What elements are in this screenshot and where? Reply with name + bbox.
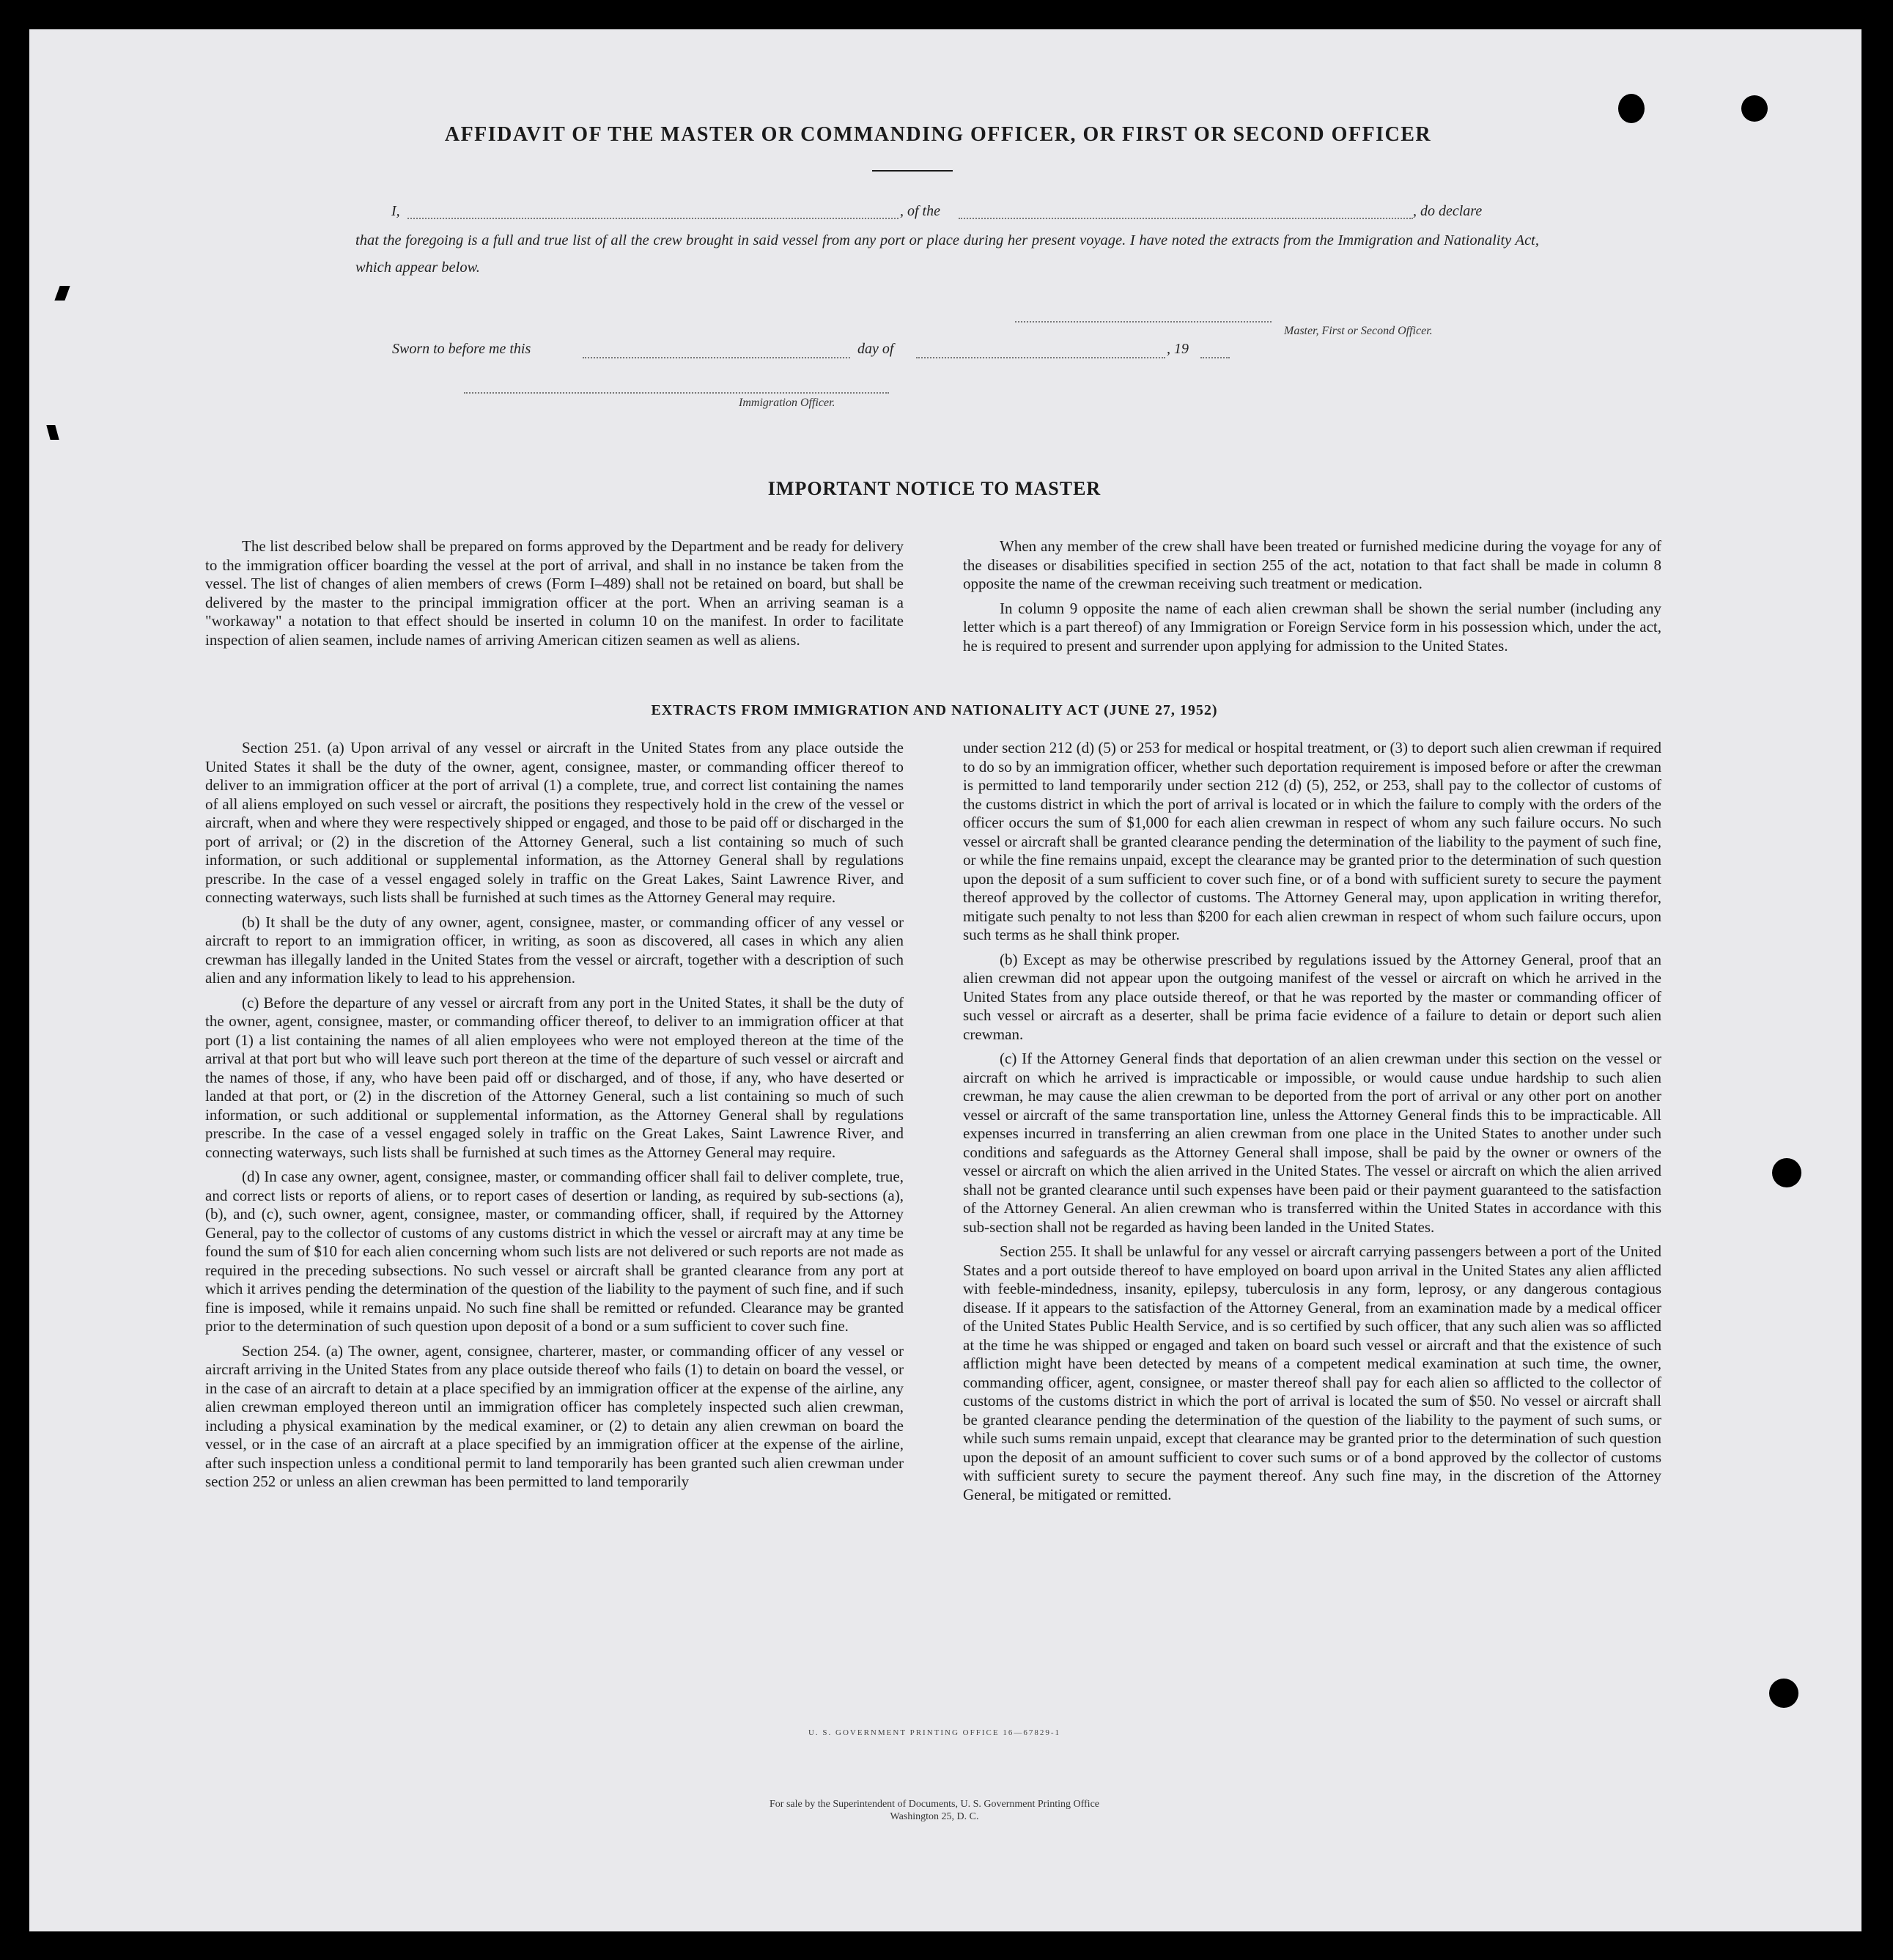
punch-hole-mark: [1618, 94, 1645, 123]
section-251-b: (b) It shall be the duty of any owner, agent, consignee, master, or commanding officer of any vessel or aircraft to report to an immigration officer, in writing, as soon as discovered, all cases in which any alien crewman has illegally landed in the United States from the vessel or aircraft, together with a description of such alien and any information likely to lead to his apprehension.: [205, 913, 904, 987]
master-signature-label: Master, First or Second Officer.: [1284, 325, 1433, 337]
section-251-c: (c) Before the departure of any vessel or aircraft from any port in the United States, it shall be the duty of the owner, agent, consignee, master, or commanding officer thereof, to deliver to an immigration officer at that port (1) a list containing the names of all alien employees who were not employed thereon at the time of the arrival at that port but who will leave such port thereon at the time of the departure of such vessel or aircraft and the names of those, if any, who have been paid off or discharged, and of those, if any, who have deserted or landed at that port, or (2) in the discretion of the Attorney General, such a list containing so much of such information, or such additional or supplemental information, as the Attorney General shall by regulations prescribe. In the case of a vessel engaged solely in traffic on the Great Lakes, Saint Lawrence River, and connecting waterways, such lists shall be furnished at such times as the Attorney General may require.: [205, 993, 904, 1161]
sworn-day-blank[interactable]: [583, 357, 850, 358]
punch-hole-mark: [1769, 1679, 1798, 1708]
section-251-d: (d) In case any owner, agent, consignee, master, or commanding officer shall fail to deliver complete, true, and correct lists or reports of aliens, or to report cases of desertion or landing, as required by sub-sections (a), (b), and (c), such owner, agent, consignee, master, or commanding officer, shall, if required by the Attorney General, pay to the collector of customs of any customs district in which the vessel or aircraft may at any time be found the sum of $10 for each alien concerning whom such lists are not delivered or such reports are not made as required in the preceding subsections. No such vessel or aircraft shall be granted clearance from any port at which it arrives pending the determination of the question of the liability to the payment of such fine, and if such fine is imposed, while it remains unpaid. No such fine shall be remitted or refunded. Clearance may be granted prior to the determination of such question upon deposit of a bond or a sum sufficient to cover such fine.: [205, 1168, 904, 1335]
section-254-c: (c) If the Attorney General finds that deportation of an alien crewman under this section on the vessel or aircraft on which he arrived is impracticable or impossible, or would cause undue hardship to such alien crewman, he may cause the alien crewman to be deported from the port of arrival or any other port on another vessel or aircraft of the same transportation line, unless the Attorney General finds this to be impracticable. All expenses incurred in transferring an alien crewman from one place in the United States to another under such conditions and safeguards as the Attorney General shall impose, shall be paid by the owner or owners of the vessel or aircraft on which the alien arrived in the United States. The vessel or aircraft on which the alien arrived shall not be granted clearance until such expenses have been paid or their payment guaranteed to the satisfaction of the Attorney General. An alien crewman who is transferred within the United States in accordance with this sub-section shall not be regarded as having been landed in the United States.: [963, 1050, 1661, 1236]
punch-hole-mark: [1741, 95, 1768, 122]
extracts-title: EXTRACTS FROM IMMIGRATION AND NATIONALITY ACT (JUNE 27, 1952): [651, 702, 1218, 718]
immigration-officer-signature-line[interactable]: [464, 392, 889, 394]
day-of-label: day of: [857, 341, 894, 357]
section-251-a: Section 251. (a) Upon arrival of any vessel or aircraft in the United States from any place outside the United States it shall be the duty of the owner, agent, consignee, master, or commanding officer thereof to deliver to an immigration officer at the port of arrival (1) a complete, true, and correct list containing the names of all aliens employed on such vessel or aircraft, the positions they respectively hold in the crew of the vessel or aircraft, when and where they were respectively shipped or engaged, and those to be paid off or discharged in the port of arrival; or (2) in the discretion of the Attorney General, such a list containing so much of such information, or such additional or supplemental information, as the Attorney General shall by regulations prescribe. In the case of a vessel engaged solely in traffic on the Great Lakes, Saint Lawrence River, and connecting waterways, such lists shall be furnished at such times as the Attorney General may require.: [205, 739, 904, 906]
section-255: Section 255. It shall be unlawful for any vessel or aircraft carrying passengers between a port of the United States and a port outside thereof to have employed on board upon arrival in the United States any alien afflicted with feeble-mindedness, insanity, epilepsy, tuberculosis in any form, leprosy, or any dangerous contagious disease. If it appears to the satisfaction of the Attorney General, from an examination made by a medical officer of the United States Public Health Service, and is so certified by such officer, that any such alien was so afflicted at the time he was shipped or engaged and taken on board such vessel or aircraft and that the existence of such affliction might have been detected by means of a competent medical examination at such time, the owner, commanding officer, agent, consignee, or master thereof shall pay for each alien so afflicted to the collector of customs of the customs district in which the port of arrival is located the sum of $50. No vessel or aircraft shall be granted clearance pending the determination of the question of the liability to the payment of such sums, or while such sums remain unpaid, except that clearance may be granted prior to the determination of such question upon the deposit of an amount sufficient to cover such sums or of a bond approved by the collector of customs with sufficient surety to secure the payment thereof. Any such fine may, in the discretion of the Attorney General, be mitigated or remitted.: [963, 1242, 1661, 1503]
of-the-label: , of the: [900, 203, 940, 219]
punch-hole-mark: [1772, 1158, 1801, 1187]
immigration-officer-label: Immigration Officer.: [739, 397, 835, 409]
sworn-label: Sworn to before me this: [392, 341, 531, 357]
footer-line-2: Washington 25, D. C.: [890, 1811, 979, 1822]
extracts-right-column: [963, 739, 1661, 1510]
name-blank[interactable]: [407, 218, 898, 219]
notice-left-paragraph: The list described below shall be prepared on forms approved by the Department and be ready for delivery to the immigration officer boarding the vessel at the port of arrival, and shall in no instance be taken from the vessel. The list of changes of alien members of crews (Form I–489) shall not be retained on board, but shall be delivered by the master to the principal immigration officer at the port. When an arriving seaman is a "workaway" a notation to that effect should be inserted in column 10 on the manifest. In order to facilitate inspection of alien seamen, include names of arriving American citizen seamen as well as aliens.: [205, 537, 904, 649]
printing-office-line: U. S. GOVERNMENT PRINTING OFFICE 16—67829-1: [808, 1728, 1060, 1737]
extracts-left-column: [205, 739, 904, 1497]
sworn-year-blank[interactable]: [1200, 357, 1230, 358]
section-254-a-continued: under section 212 (d) (5) or 253 for medical or hospital treatment, or (3) to deport such alien crewman if required to do so by an immigration officer, whether such deportation requirement is imposed before or after the crewman is permitted to land temporarily under section 212 (d) (5), 252, or 253, shall pay to the collector of customs of the customs district in which the port of arrival is located or in which the failure to comply with the orders of the officer occurs the sum of $1,000 for each alien crewman in respect of whom any such failure occurs. No such vessel or aircraft shall be granted clearance pending the determination of the liability to the payment of such fine, or while the fine remains unpaid, except the clearance may be granted prior to the determination of such question upon the deposit of a sum sufficient to cover such fine, or of a bond with sufficient surety to secure the payment thereof approved by the collector of customs. The Attorney General may, upon application in writing therefor, mitigate such penalty to not less than $200 for each alien crewman in respect of whom such failure occurs, upon such terms as he shall think proper.: [963, 739, 1661, 943]
do-declare-label: , do declare: [1413, 203, 1483, 219]
document-page: [29, 29, 1861, 1931]
master-signature-line[interactable]: [1015, 321, 1272, 323]
notice-right-paragraph-1: When any member of the crew shall have been treated or furnished medicine during the voyage for any of the diseases or disabilities specified in section 255 of the act, notation to that fact shall be made in column 8 opposite the name of the crewman receiving such treatment or medication.: [963, 537, 1661, 592]
title-underline: [872, 170, 953, 172]
notice-right-column: [963, 537, 1661, 661]
section-254-a: Section 254. (a) The owner, agent, consignee, charterer, master, or commanding officer of any vessel or aircraft arriving in the United States from any place outside thereof who fails (1) to detain on board the vessel, or in the case of an aircraft to detain at a place specified by an immigration officer at the expense of the airline, any alien crewman employed thereon until an immigration officer has completely inspected such alien crewman, including a physical examination by the medical examiner, or (2) to detain any alien crewman on board the vessel, or in the case of an aircraft at a place specified by an immigration officer at the expense of the airline, after such inspection unless a conditional permit to land temporarily has been granted such alien crewman under section 252 or unless an alien crewman has been permitted to land temporarily: [205, 1341, 904, 1490]
affidavit-title: AFFIDAVIT OF THE MASTER OR COMMANDING OFFICER, OR FIRST OR SECOND OFFICER: [444, 123, 1432, 146]
oath-text: that the foregoing is a full and true list of all the crew brought in said vessel from any port or place during her present voyage. I have noted the extracts from the Immigration and Nationality Act, which appear below.: [355, 232, 1539, 276]
footer-line-1: For sale by the Superintendent of Documents, U. S. Government Printing Office: [770, 1799, 1099, 1810]
footer: [29, 1798, 1840, 1823]
notice-left-column: [205, 537, 904, 655]
scan-speck: [54, 286, 70, 301]
notice-right-paragraph-2: In column 9 opposite the name of each alien crewman shall be shown the serial number (including any letter which is a part thereof) of any Immigration or Foreign Service form in his possession which, under the act, he is required to present and surrender upon applying for admission to the United States.: [963, 599, 1661, 655]
i-label: I,: [391, 203, 400, 219]
section-254-b: (b) Except as may be otherwise prescribed by regulations issued by the Attorney General, proof that an alien crewman did not appear upon the outgoing manifest of the vessel or aircraft on which he arrived in the United States from any place outside thereof, or that he was reported by the master or commanding officer of such vessel or aircraft as a deserter, shall be prima facie evidence of a failure to detain or deport such alien crewman.: [963, 950, 1661, 1043]
notice-title: IMPORTANT NOTICE TO MASTER: [767, 478, 1102, 499]
vessel-blank[interactable]: [959, 218, 1413, 219]
sworn-month-blank[interactable]: [916, 357, 1165, 358]
year-label: , 19: [1167, 341, 1189, 357]
scan-speck: [46, 425, 59, 440]
